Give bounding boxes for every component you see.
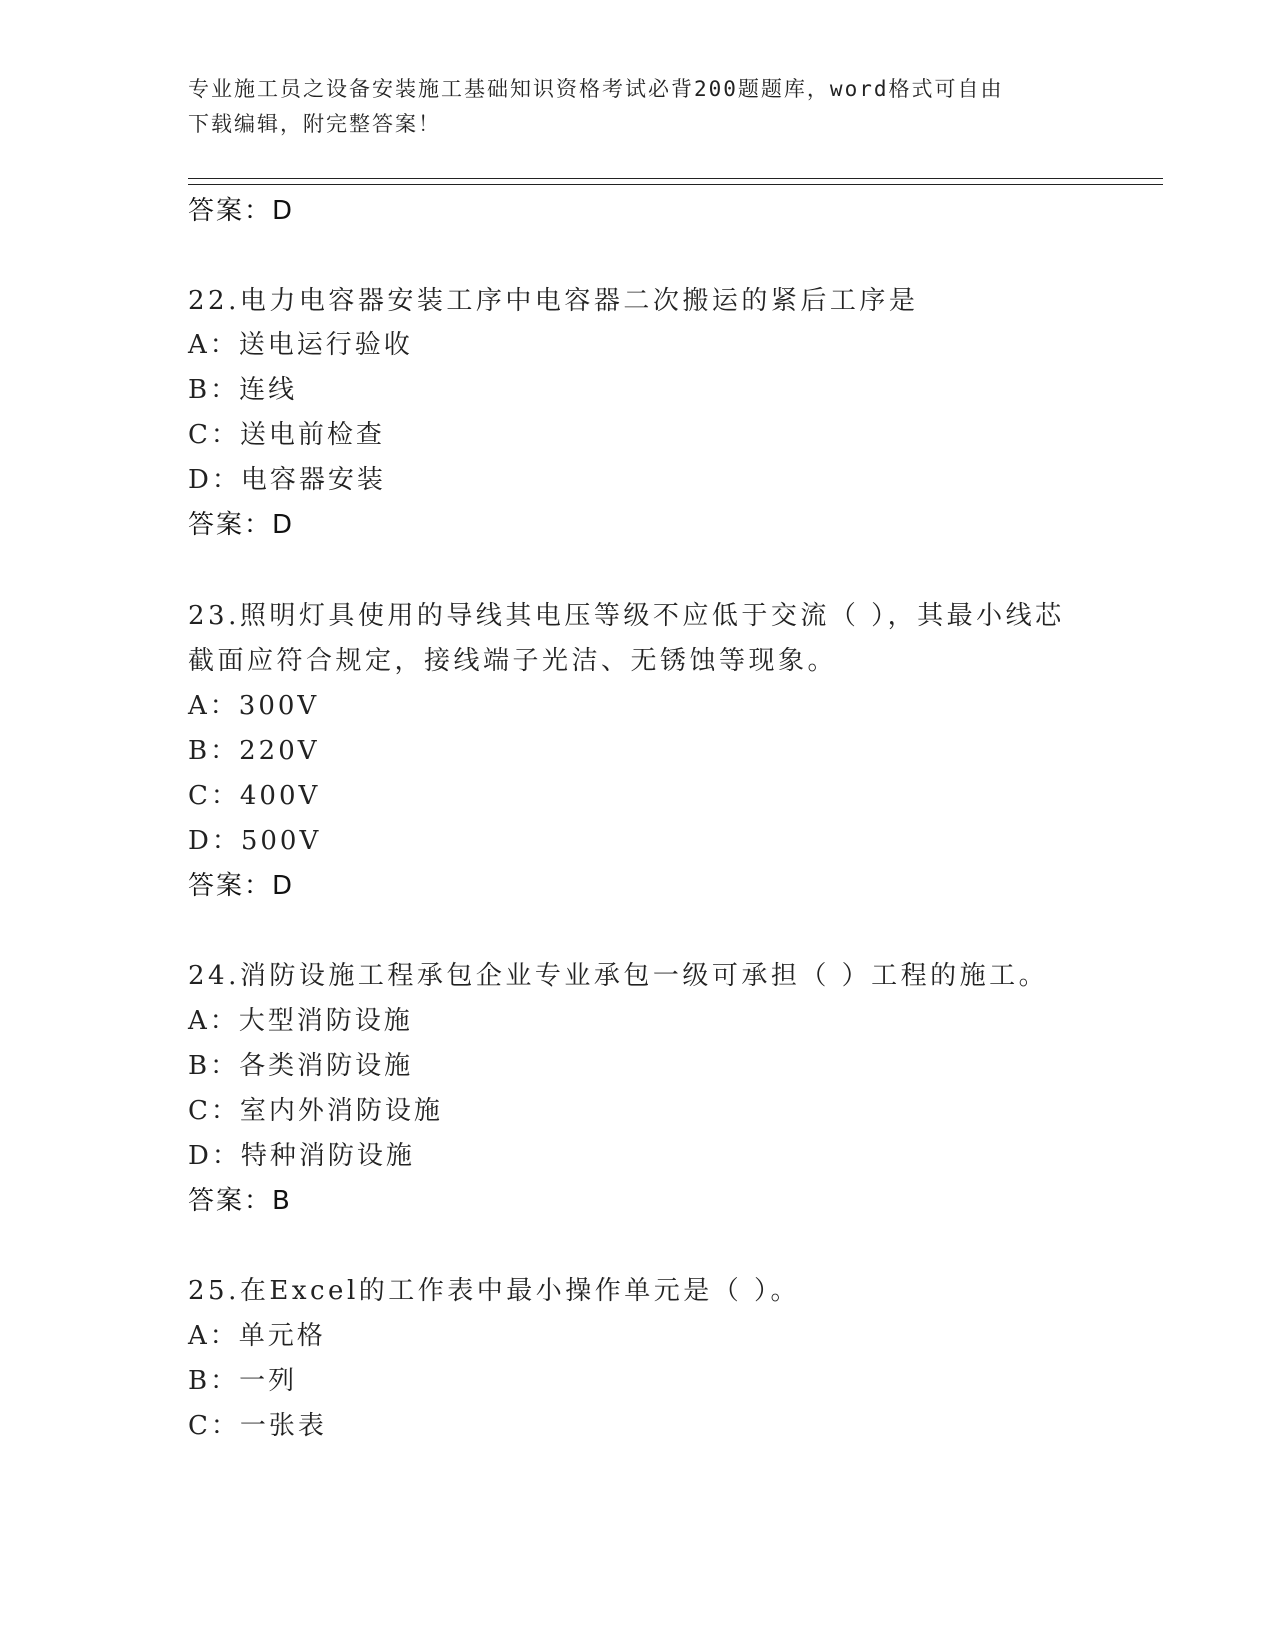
question-24-option-b: B：各类消防设施 bbox=[188, 1051, 414, 1081]
header-divider-bottom bbox=[188, 184, 1163, 185]
answer-prev: 答案：D bbox=[188, 196, 295, 226]
question-22-option-c: C：送电前检查 bbox=[188, 420, 385, 450]
question-25-option-c: C：一张表 bbox=[188, 1411, 327, 1441]
question-22-answer: 答案：D bbox=[188, 510, 295, 540]
header-divider-top bbox=[188, 178, 1163, 179]
question-24-option-a: A：大型消防设施 bbox=[188, 1006, 413, 1036]
question-23-stem-line-1: 23.照明灯具使用的导线其电压等级不应低于交流（ ），其最小线芯 bbox=[188, 601, 1065, 631]
question-24-answer: 答案：B bbox=[188, 1186, 292, 1216]
question-23-option-b: B：220V bbox=[188, 736, 320, 766]
question-23-option-a: A：300V bbox=[188, 691, 320, 721]
header-line-2: 下载编辑，附完整答案！ bbox=[188, 112, 441, 136]
question-22-option-d: D：电容器安装 bbox=[188, 465, 386, 495]
question-25-option-a: A：单元格 bbox=[188, 1321, 326, 1351]
question-22-option-a: A：送电运行验收 bbox=[188, 330, 413, 360]
question-22-stem: 22.电力电容器安装工序中电容器二次搬运的紧后工序是 bbox=[188, 286, 919, 316]
question-24-option-d: D：特种消防设施 bbox=[188, 1141, 415, 1171]
question-23-option-d: D：500V bbox=[188, 826, 322, 856]
question-23-stem-line-2: 截面应符合规定，接线端子光洁、无锈蚀等现象。 bbox=[188, 646, 838, 676]
question-22-option-b: B：连线 bbox=[188, 375, 298, 405]
document-header bbox=[188, 72, 1088, 142]
question-23-option-c: C：400V bbox=[188, 781, 321, 811]
question-25-stem: 25.在Excel的工作表中最小操作单元是（ ）。 bbox=[188, 1276, 801, 1306]
question-23-answer: 答案：D bbox=[188, 871, 295, 901]
question-24-option-c: C：室内外消防设施 bbox=[188, 1096, 443, 1126]
question-24-stem: 24.消防设施工程承包企业专业承包一级可承担（ ）工程的施工。 bbox=[188, 961, 1049, 991]
header-line-1: 专业施工员之设备安装施工基础知识资格考试必背200题题库，word格式可自由 bbox=[188, 77, 1004, 101]
question-25-option-b: B：一列 bbox=[188, 1366, 298, 1396]
